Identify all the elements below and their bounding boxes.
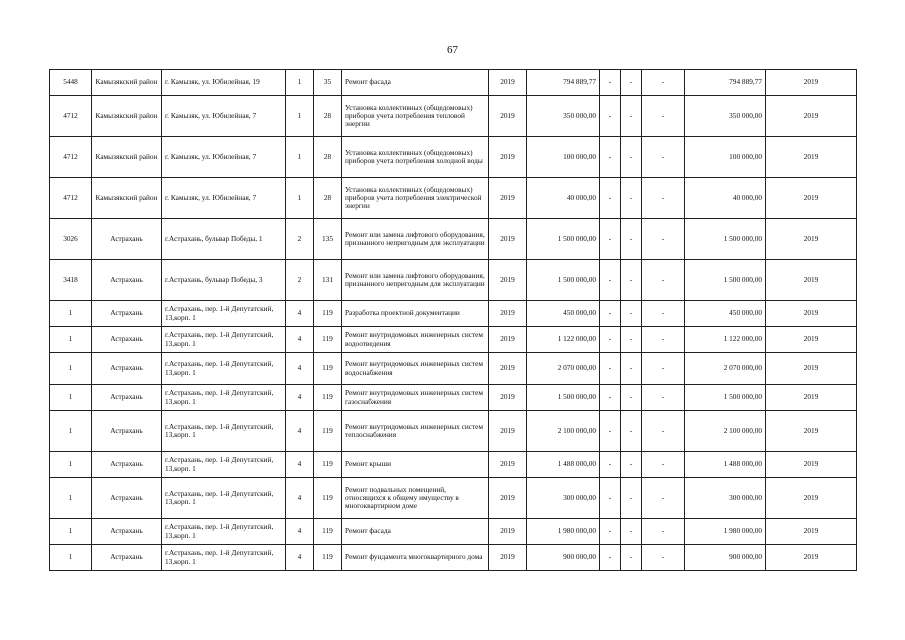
dash-cell: - (642, 385, 685, 411)
year-cell: 2019 (489, 327, 527, 353)
entrance-count-cell: 4 (286, 452, 314, 478)
record-id-cell: 4712 (50, 96, 92, 137)
dash-cell: - (642, 519, 685, 545)
dash-cell: - (642, 411, 685, 452)
table-row (50, 545, 857, 571)
completion-year-cell: 2019 (766, 178, 857, 219)
dash-cell: - (621, 96, 642, 137)
dash-cell: - (642, 327, 685, 353)
dash-cell: - (600, 478, 621, 519)
record-id-cell: 1 (50, 353, 92, 385)
address-cell: г.Астрахань, бульвар Победы, 3 (162, 260, 286, 301)
address-cell: г.Астрахань, пер. 1-й Депутатский, 13,корп. 1 (162, 411, 286, 452)
year-cell: 2019 (489, 385, 527, 411)
district-cell: Астрахань (92, 478, 162, 519)
record-id-cell: 4712 (50, 137, 92, 178)
cost-cell: 1 122 000,00 (527, 327, 600, 353)
completion-year-cell: 2019 (766, 219, 857, 260)
total-cost-cell: 2 070 000,00 (685, 353, 766, 385)
work-type-cell: Ремонт фундамента многоквартирного дома (342, 545, 489, 571)
address-cell: г. Камызяк, ул. Юбилейная, 7 (162, 178, 286, 219)
apartment-count-cell: 28 (314, 96, 342, 137)
address-cell: г.Астрахань, пер. 1-й Депутатский, 13,корп. 1 (162, 353, 286, 385)
record-id-cell: 1 (50, 327, 92, 353)
capital-repair-table (49, 69, 857, 571)
total-cost-cell: 40 000,00 (685, 178, 766, 219)
district-cell: Астрахань (92, 260, 162, 301)
dash-cell: - (621, 219, 642, 260)
apartment-count-cell: 119 (314, 519, 342, 545)
table-row (50, 219, 857, 260)
address-cell: г.Астрахань, пер. 1-й Депутатский, 13,корп. 1 (162, 478, 286, 519)
table-row (50, 478, 857, 519)
work-type-cell: Установка коллективных (общедомовых) приборов учета потребления тепловой энергии (342, 96, 489, 137)
work-type-cell: Ремонт фасада (342, 70, 489, 96)
completion-year-cell: 2019 (766, 260, 857, 301)
dash-cell: - (600, 96, 621, 137)
table-row (50, 301, 857, 327)
table-row (50, 178, 857, 219)
cost-cell: 1 980 000,00 (527, 519, 600, 545)
address-cell: г.Астрахань, пер. 1-й Депутатский, 13,корп. 1 (162, 301, 286, 327)
table-row (50, 137, 857, 178)
apartment-count-cell: 119 (314, 545, 342, 571)
completion-year-cell: 2019 (766, 353, 857, 385)
entrance-count-cell: 4 (286, 411, 314, 452)
year-cell: 2019 (489, 353, 527, 385)
work-type-cell: Ремонт внутридомовых инженерных систем газоснабжения (342, 385, 489, 411)
cost-cell: 2 100 000,00 (527, 411, 600, 452)
apartment-count-cell: 28 (314, 137, 342, 178)
year-cell: 2019 (489, 178, 527, 219)
table-row (50, 353, 857, 385)
year-cell: 2019 (489, 96, 527, 137)
year-cell: 2019 (489, 70, 527, 96)
total-cost-cell: 1 500 000,00 (685, 260, 766, 301)
total-cost-cell: 1 500 000,00 (685, 385, 766, 411)
dash-cell: - (621, 353, 642, 385)
dash-cell: - (642, 301, 685, 327)
dash-cell: - (600, 452, 621, 478)
address-cell: г.Астрахань, бульвар Победы, 1 (162, 219, 286, 260)
total-cost-cell: 350 000,00 (685, 96, 766, 137)
district-cell: Астрахань (92, 545, 162, 571)
completion-year-cell: 2019 (766, 545, 857, 571)
table-row (50, 70, 857, 96)
entrance-count-cell: 4 (286, 353, 314, 385)
dash-cell: - (642, 178, 685, 219)
record-id-cell: 1 (50, 478, 92, 519)
dash-cell: - (600, 385, 621, 411)
year-cell: 2019 (489, 478, 527, 519)
record-id-cell: 1 (50, 411, 92, 452)
dash-cell: - (600, 260, 621, 301)
address-cell: г. Камызяк, ул. Юбилейная, 19 (162, 70, 286, 96)
year-cell: 2019 (489, 452, 527, 478)
entrance-count-cell: 4 (286, 519, 314, 545)
completion-year-cell: 2019 (766, 70, 857, 96)
apartment-count-cell: 119 (314, 478, 342, 519)
record-id-cell: 1 (50, 519, 92, 545)
dash-cell: - (642, 219, 685, 260)
entrance-count-cell: 1 (286, 70, 314, 96)
table-row (50, 327, 857, 353)
year-cell: 2019 (489, 219, 527, 260)
address-cell: г.Астрахань, пер. 1-й Депутатский, 13,корп. 1 (162, 519, 286, 545)
dash-cell: - (642, 478, 685, 519)
total-cost-cell: 900 000,00 (685, 545, 766, 571)
total-cost-cell: 300 000,00 (685, 478, 766, 519)
cost-cell: 794 889,77 (527, 70, 600, 96)
entrance-count-cell: 1 (286, 178, 314, 219)
work-type-cell: Ремонт или замена лифтового оборудования, признанного непригодным для эксплуатации (342, 219, 489, 260)
completion-year-cell: 2019 (766, 478, 857, 519)
dash-cell: - (600, 70, 621, 96)
total-cost-cell: 1 500 000,00 (685, 219, 766, 260)
entrance-count-cell: 4 (286, 327, 314, 353)
entrance-count-cell: 4 (286, 385, 314, 411)
address-cell: г. Камызяк, ул. Юбилейная, 7 (162, 96, 286, 137)
dash-cell: - (621, 301, 642, 327)
year-cell: 2019 (489, 301, 527, 327)
address-cell: г.Астрахань, пер. 1-й Депутатский, 13,корп. 1 (162, 385, 286, 411)
work-type-cell: Ремонт внутридомовых инженерных систем водоотведения (342, 327, 489, 353)
dash-cell: - (600, 219, 621, 260)
cost-cell: 1 488 000,00 (527, 452, 600, 478)
record-id-cell: 5448 (50, 70, 92, 96)
completion-year-cell: 2019 (766, 452, 857, 478)
dash-cell: - (621, 385, 642, 411)
record-id-cell: 1 (50, 545, 92, 571)
year-cell: 2019 (489, 260, 527, 301)
table-row (50, 452, 857, 478)
address-cell: г. Камызяк, ул. Юбилейная, 7 (162, 137, 286, 178)
dash-cell: - (600, 353, 621, 385)
district-cell: Астрахань (92, 385, 162, 411)
dash-cell: - (600, 519, 621, 545)
record-id-cell: 1 (50, 301, 92, 327)
apartment-count-cell: 135 (314, 219, 342, 260)
cost-cell: 900 000,00 (527, 545, 600, 571)
dash-cell: - (621, 478, 642, 519)
dash-cell: - (600, 137, 621, 178)
address-cell: г.Астрахань, пер. 1-й Депутатский, 13,корп. 1 (162, 327, 286, 353)
dash-cell: - (642, 260, 685, 301)
entrance-count-cell: 4 (286, 301, 314, 327)
district-cell: Камызякский район (92, 96, 162, 137)
dash-cell: - (621, 178, 642, 219)
dash-cell: - (642, 353, 685, 385)
apartment-count-cell: 35 (314, 70, 342, 96)
apartment-count-cell: 119 (314, 385, 342, 411)
total-cost-cell: 2 100 000,00 (685, 411, 766, 452)
work-type-cell: Ремонт подвальных помещений, относящихся к общему имуществу в многоквартирном доме (342, 478, 489, 519)
district-cell: Астрахань (92, 301, 162, 327)
entrance-count-cell: 2 (286, 260, 314, 301)
dash-cell: - (600, 301, 621, 327)
total-cost-cell: 794 889,77 (685, 70, 766, 96)
entrance-count-cell: 1 (286, 96, 314, 137)
apartment-count-cell: 131 (314, 260, 342, 301)
cost-cell: 450 000,00 (527, 301, 600, 327)
table-row (50, 385, 857, 411)
dash-cell: - (600, 411, 621, 452)
cost-cell: 2 070 000,00 (527, 353, 600, 385)
year-cell: 2019 (489, 137, 527, 178)
cost-cell: 300 000,00 (527, 478, 600, 519)
dash-cell: - (600, 327, 621, 353)
address-cell: г.Астрахань, пер. 1-й Депутатский, 13,корп. 1 (162, 545, 286, 571)
total-cost-cell: 1 488 000,00 (685, 452, 766, 478)
completion-year-cell: 2019 (766, 137, 857, 178)
district-cell: Астрахань (92, 327, 162, 353)
apartment-count-cell: 119 (314, 301, 342, 327)
record-id-cell: 1 (50, 452, 92, 478)
address-cell: г.Астрахань, пер. 1-й Депутатский, 13,корп. 1 (162, 452, 286, 478)
cost-cell: 1 500 000,00 (527, 385, 600, 411)
total-cost-cell: 450 000,00 (685, 301, 766, 327)
district-cell: Камызякский район (92, 137, 162, 178)
work-type-cell: Ремонт фасада (342, 519, 489, 545)
entrance-count-cell: 1 (286, 137, 314, 178)
work-type-cell: Установка коллективных (общедомовых) приборов учета потребления холодной воды (342, 137, 489, 178)
district-cell: Астрахань (92, 519, 162, 545)
apartment-count-cell: 119 (314, 353, 342, 385)
work-type-cell: Разработка проектной документации (342, 301, 489, 327)
table-row (50, 519, 857, 545)
year-cell: 2019 (489, 411, 527, 452)
total-cost-cell: 1 122 000,00 (685, 327, 766, 353)
total-cost-cell: 1 980 000,00 (685, 519, 766, 545)
cost-cell: 40 000,00 (527, 178, 600, 219)
table-row (50, 96, 857, 137)
district-cell: Астрахань (92, 452, 162, 478)
completion-year-cell: 2019 (766, 411, 857, 452)
completion-year-cell: 2019 (766, 301, 857, 327)
dash-cell: - (621, 70, 642, 96)
cost-cell: 1 500 000,00 (527, 260, 600, 301)
record-id-cell: 4712 (50, 178, 92, 219)
dash-cell: - (600, 545, 621, 571)
year-cell: 2019 (489, 545, 527, 571)
completion-year-cell: 2019 (766, 385, 857, 411)
entrance-count-cell: 4 (286, 545, 314, 571)
work-type-cell: Ремонт крыши (342, 452, 489, 478)
completion-year-cell: 2019 (766, 519, 857, 545)
dash-cell: - (621, 137, 642, 178)
district-cell: Астрахань (92, 411, 162, 452)
dash-cell: - (600, 178, 621, 219)
completion-year-cell: 2019 (766, 327, 857, 353)
apartment-count-cell: 119 (314, 411, 342, 452)
dash-cell: - (642, 452, 685, 478)
district-cell: Астрахань (92, 353, 162, 385)
district-cell: Камызякский район (92, 70, 162, 96)
dash-cell: - (621, 452, 642, 478)
table-row (50, 260, 857, 301)
work-type-cell: Установка коллективных (общедомовых) приборов учета потребления электрической энергии (342, 178, 489, 219)
dash-cell: - (642, 137, 685, 178)
work-type-cell: Ремонт внутридомовых инженерных систем водоснабжения (342, 353, 489, 385)
district-cell: Камызякский район (92, 178, 162, 219)
page-number: 67 (447, 44, 458, 56)
completion-year-cell: 2019 (766, 96, 857, 137)
dash-cell: - (621, 519, 642, 545)
apartment-count-cell: 119 (314, 327, 342, 353)
district-cell: Астрахань (92, 219, 162, 260)
entrance-count-cell: 4 (286, 478, 314, 519)
dash-cell: - (621, 545, 642, 571)
dash-cell: - (642, 96, 685, 137)
work-type-cell: Ремонт внутридомовых инженерных систем теплоснабжения (342, 411, 489, 452)
entrance-count-cell: 2 (286, 219, 314, 260)
total-cost-cell: 100 000,00 (685, 137, 766, 178)
table-row (50, 411, 857, 452)
cost-cell: 1 500 000,00 (527, 219, 600, 260)
dash-cell: - (621, 260, 642, 301)
dash-cell: - (642, 70, 685, 96)
record-id-cell: 1 (50, 385, 92, 411)
cost-cell: 100 000,00 (527, 137, 600, 178)
dash-cell: - (621, 327, 642, 353)
record-id-cell: 3026 (50, 219, 92, 260)
year-cell: 2019 (489, 519, 527, 545)
dash-cell: - (642, 545, 685, 571)
apartment-count-cell: 119 (314, 452, 342, 478)
record-id-cell: 3418 (50, 260, 92, 301)
cost-cell: 350 000,00 (527, 96, 600, 137)
apartment-count-cell: 28 (314, 178, 342, 219)
dash-cell: - (621, 411, 642, 452)
work-type-cell: Ремонт или замена лифтового оборудования, признанного непригодным для эксплуатации (342, 260, 489, 301)
